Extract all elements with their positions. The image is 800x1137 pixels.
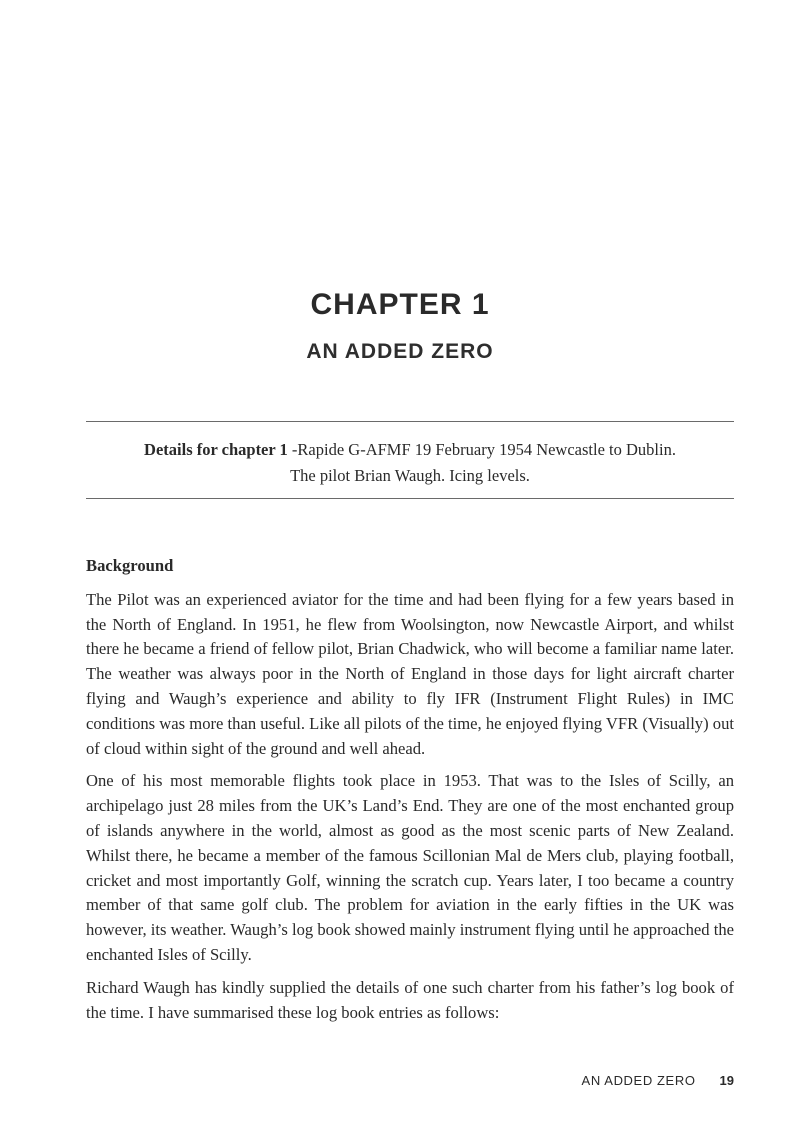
details-label: Details for chapter 1 — [144, 440, 288, 459]
body-text — [86, 554, 734, 1033]
running-title: AN ADDED ZERO — [581, 1073, 696, 1088]
section-heading: Background — [86, 556, 174, 575]
paragraph: The Pilot was an experienced aviator for the time and had been flying for a few years based in the North of England. In 1951, he flew from Woolsington, now Newcastle Airport, and whilst there he became a friend of fellow pilot, Brian Chadwick, who will become a familiar name later. The weather was always poor in the North of England in those days for light aircraft charter flying and Waugh’s experience and ability to fly IFR (Instrument Flight Rules) in IMC conditions was more than useful. Like all pilots of the time, he enjoyed flying VFR (Visually) out of cloud within sight of the ground and well ahead. — [86, 589, 734, 758]
details-line-1 — [86, 437, 734, 463]
page-number: 19 — [719, 1073, 734, 1088]
page-footer — [582, 1073, 734, 1088]
chapter-heading: CHAPTER 1 — [310, 288, 490, 321]
paragraph: Richard Waugh has kindly supplied the details of one such charter from his father’s log book of the time. I have summarised these log book entries as follows: — [86, 977, 734, 1022]
bottom-divider — [86, 498, 734, 499]
details-text-line1: -Rapide G-AFMF 19 February 1954 Newcastle to Dublin. — [287, 440, 676, 459]
paragraph: One of his most memorable flights took place in 1953. That was to the Isles of Scilly, an archipelago just 28 miles from the UK’s Land’s End. They are one of the most enchanted group of islands anywhere in the world, almost as good as the most scenic parts of New Zealand. Whilst there, he became a member of the famous Scillonian Mal de Mers club, playing football, cricket and most importantly Golf, winning the scratch cup. Years later, I too became a country member of that same golf club. The problem for aviation in the early fifties in the UK was however, its weather. Waugh’s log book showed mainly instrument flying until he approached the enchanted Isles of Scilly. — [86, 771, 734, 964]
chapter-details — [86, 437, 734, 489]
details-text-line2: The pilot Brian Waugh. Icing levels. — [290, 466, 530, 485]
chapter-subtitle: AN ADDED ZERO — [306, 340, 494, 363]
top-divider — [86, 421, 734, 422]
